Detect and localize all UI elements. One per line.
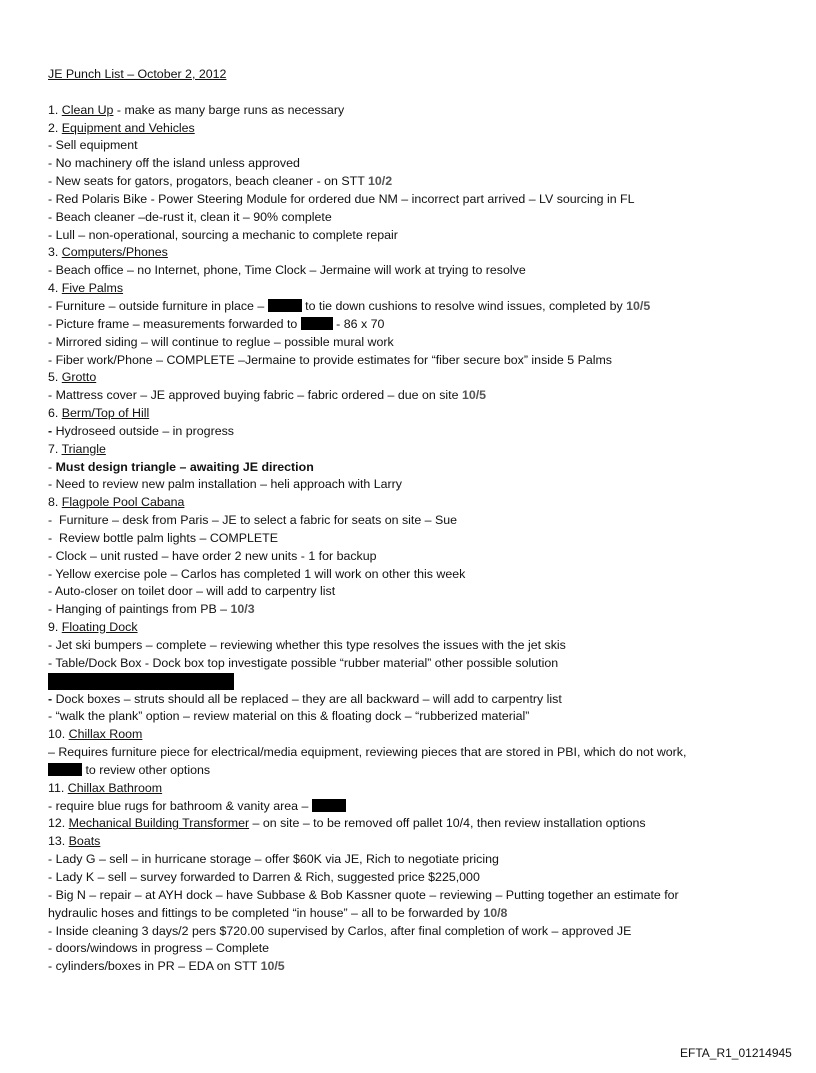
redaction-block: [312, 799, 346, 812]
section-number: 12.: [48, 816, 69, 831]
redaction-block: [268, 299, 302, 312]
section-text: – on site – to be removed off pallet 10/4, then review installation options: [249, 816, 646, 831]
list-item: - Need to review new palm installation – heli approach with Larry: [48, 477, 402, 492]
list-item: - Inside cleaning 3 days/2 pers $720.00 supervised by Carlos, after final completion of work – approved JE: [48, 923, 632, 938]
list-item: [48, 762, 788, 780]
redaction-block: [301, 317, 333, 330]
list-item: - “walk the plank” option – review material on this & floating dock – “rubberized material”: [48, 709, 530, 724]
section-chillax-bathroom: [48, 780, 788, 798]
section-text: - make as many barge runs as necessary: [113, 102, 345, 117]
due-date: 10/2: [368, 174, 393, 189]
item-text: to review other options: [82, 762, 211, 777]
section-triangle: [48, 441, 788, 459]
list-item: [48, 958, 788, 976]
list-item: - Furniture – desk from Paris – JE to select a fabric for seats on site – Sue: [48, 513, 458, 528]
list-item: [48, 459, 788, 477]
item-text: Dock boxes – struts should all be replaced – they are all backward – will add to carpentry list: [52, 691, 562, 706]
document-id-footer: EFTA_R1_01214945: [680, 1046, 792, 1060]
redacted-line: [48, 673, 788, 691]
section-number: 8.: [48, 495, 62, 510]
list-item: - Lady G – sell – in hurricane storage – offer $60K via JE, Rich to negotiate pricing: [48, 852, 499, 867]
list-item: - Table/Dock Box - Dock box top investigate possible “rubber material” other possible solution: [48, 655, 559, 670]
section-heading: Flagpole Pool Cabana: [61, 495, 185, 510]
item-text: - require blue rugs for bathroom & vanity area –: [48, 798, 312, 813]
section-number: 9.: [48, 620, 62, 635]
list-item: - doors/windows in progress – Complete: [48, 941, 270, 956]
item-text: - 86 x 70: [332, 316, 385, 331]
section-heading: Berm/Top of Hill: [61, 406, 150, 421]
document-body: [48, 66, 788, 976]
section-number: 10.: [48, 727, 69, 742]
list-item: [48, 905, 788, 923]
list-item: [48, 316, 788, 334]
list-item: - Fiber work/Phone – COMPLETE –Jermaine to provide estimates for “fiber secure box” inside 5 Palms: [48, 352, 612, 367]
section-five-palms: [48, 280, 788, 298]
section-floating-dock: [48, 619, 788, 637]
due-date: 10/5: [461, 388, 487, 403]
section-grotto: [48, 369, 788, 387]
due-date: 10/5: [260, 959, 285, 974]
list-item: - Beach cleaner –de-rust it, clean it – 90% complete: [48, 209, 332, 224]
item-bullet: -: [48, 423, 53, 438]
section-heading: Grotto: [61, 370, 97, 385]
due-date: 10/5: [626, 298, 651, 313]
list-item: [48, 691, 788, 709]
section-heading: Clean Up: [61, 102, 114, 117]
section-berm-top-of-hill: [48, 405, 788, 423]
list-item: - Jet ski bumpers – complete – reviewing whether this type resolves the issues with the jet skis: [48, 638, 566, 652]
list-item: - Review bottle palm lights – COMPLETE: [48, 530, 278, 545]
list-item: [48, 798, 788, 816]
section-heading: Mechanical Building Transformer: [68, 816, 250, 831]
item-text: - cylinders/boxes in PR – EDA on STT: [48, 959, 261, 974]
section-heading: Triangle: [61, 441, 106, 456]
section-heading: Boats: [68, 834, 101, 849]
section-heading: Equipment and Vehicles: [61, 120, 195, 135]
section-number: 13.: [48, 834, 69, 849]
section-equipment-vehicles: [48, 120, 788, 138]
list-item: - Big N – repair – at AYH dock – have Subbase & Bob Kassner quote – reviewing – Putting together an estimate for: [48, 887, 679, 902]
list-item: [48, 387, 788, 405]
redaction-block: [48, 673, 234, 690]
section-heading: Chillax Room: [68, 727, 143, 742]
section-computers-phones: [48, 244, 788, 262]
section-number: 1.: [48, 102, 62, 117]
list-item: - Yellow exercise pole – Carlos has completed 1 will work on other this week: [48, 566, 466, 581]
list-item: [48, 173, 788, 191]
list-item: - Lady K – sell – survey forwarded to Darren & Rich, suggested price $225,000: [48, 869, 480, 884]
list-item: - Red Polaris Bike - Power Steering Module for ordered due NM – incorrect part arrived – LV sourcing in FL: [48, 191, 635, 206]
list-item: [48, 423, 788, 441]
section-number: 5.: [48, 370, 62, 385]
list-item: - No machinery off the island unless approved: [48, 156, 300, 171]
list-item: - Sell equipment: [48, 138, 138, 153]
list-item: - Mirrored siding – will continue to reglue – possible mural work: [48, 334, 394, 349]
section-number: 4.: [48, 281, 62, 296]
item-text: - Hanging of paintings from PB –: [48, 602, 231, 617]
list-item: [48, 298, 788, 316]
section-heading: Chillax Bathroom: [67, 780, 163, 795]
list-item: - Auto-closer on toilet door – will add to carpentry list: [48, 584, 336, 599]
item-bullet: -: [48, 459, 56, 474]
item-text: to tie down cushions to resolve wind issues, completed by: [301, 298, 627, 313]
section-number: 11.: [48, 780, 68, 795]
section-boats: [48, 833, 788, 851]
list-item: - Lull – non-operational, sourcing a mechanic to complete repair: [48, 227, 398, 242]
section-clean-up: [48, 102, 788, 120]
item-text: hydraulic hoses and fittings to be completed “in house” – all to be forwarded by: [48, 905, 484, 920]
due-date: 10/8: [483, 905, 508, 920]
document-title: JE Punch List – October 2, 2012: [48, 67, 227, 81]
section-number: 6.: [48, 406, 62, 421]
section-number: 2.: [48, 120, 62, 135]
list-item: - Clock – unit rusted – have order 2 new units - 1 for backup: [48, 548, 377, 563]
list-item: - Beach office – no Internet, phone, Time Clock – Jermaine will work at trying to resolve: [48, 263, 526, 278]
section-flagpole-pool-cabana: [48, 494, 788, 512]
item-text: - New seats for gators, progators, beach cleaner - on STT: [48, 174, 369, 189]
item-text: - Picture frame – measurements forwarded to: [48, 316, 301, 331]
section-chillax-room: [48, 726, 788, 744]
list-item: – Requires furniture piece for electrical/media equipment, reviewing pieces that are stored in PBI, which do not work,: [48, 745, 687, 760]
redaction-block: [48, 763, 82, 776]
item-bullet: -: [48, 691, 53, 706]
section-mechanical-building-transformer: [48, 815, 788, 833]
item-text: Hydroseed outside – in progress: [52, 423, 234, 438]
due-date: 10/3: [230, 602, 255, 617]
section-heading: Computers/Phones: [61, 245, 168, 260]
item-text-bold: Must design triangle – awaiting JE direction: [55, 459, 314, 474]
item-text: - Mattress cover – JE approved buying fabric – fabric ordered – due on site: [48, 388, 462, 403]
section-heading: Five Palms: [61, 281, 124, 296]
section-heading: Floating Dock: [61, 620, 138, 635]
list-item: [48, 601, 788, 619]
item-text: - Furniture – outside furniture in place –: [48, 298, 268, 313]
section-number: 3.: [48, 245, 62, 260]
section-number: 7.: [48, 441, 62, 456]
